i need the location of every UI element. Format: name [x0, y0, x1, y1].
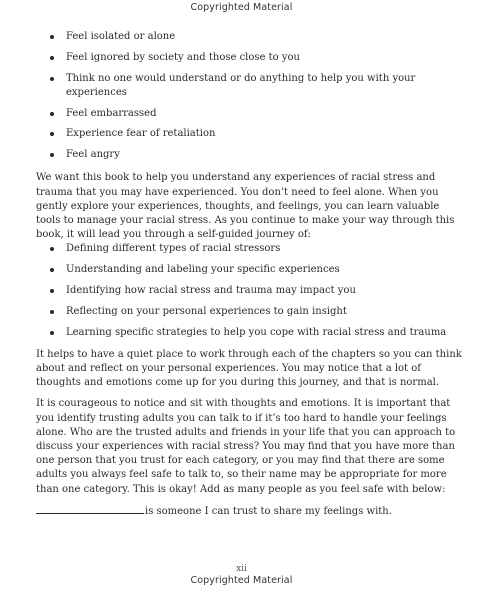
list-item: Understanding and labeling your specific experiences — [36, 263, 464, 277]
list-item: Reflecting on your personal experiences to gain insight — [36, 305, 464, 319]
list-item: Feel angry — [36, 148, 464, 162]
list-item: Feel ignored by society and those close to you — [36, 51, 464, 65]
blank-answer-line[interactable] — [36, 513, 144, 514]
journey-list — [36, 242, 464, 339]
copyright-footer: Copyrighted Material — [190, 575, 293, 586]
bullet-icon — [50, 268, 54, 272]
reflection-paragraph: It helps to have a quiet place to work through each of the chapters so you can think about and reflect on your personal experiences. You may notice that a lot of thoughts and emotions come up for you during this journey, and that is normal. — [36, 348, 462, 389]
page-content — [36, 30, 464, 519]
fill-in-text: is someone I can trust to share my feelings with. — [145, 505, 392, 517]
bullet-icon — [50, 77, 54, 81]
bullet-icon — [50, 289, 54, 293]
copyright-header: Copyrighted Material — [190, 2, 293, 13]
fill-in-line — [36, 505, 464, 519]
bullet-icon — [50, 56, 54, 60]
list-item: Feel embarrassed — [36, 107, 464, 121]
bullet-icon — [50, 153, 54, 157]
bullet-icon — [50, 132, 54, 136]
list-item: Identifying how racial stress and trauma may impact you — [36, 284, 464, 298]
list-item: Defining different types of racial stressors — [36, 242, 464, 256]
bullet-icon — [50, 112, 54, 116]
list-item: Experience fear of retaliation — [36, 127, 464, 141]
list-item: Feel isolated or alone — [36, 30, 464, 44]
intro-paragraph: We want this book to help you understand any experiences of racial stress and trauma that you may have experienced. You don’t need to feel alone. When you gently explore your experiences, thoughts, and feelings, you can learn valuable tools to manage your racial stress. As you continue to make your way through this book, it will lead you through a self-guided journey of: — [36, 172, 455, 241]
bullet-icon — [50, 247, 54, 251]
list-item: Learning specific strategies to help you cope with racial stress and trauma — [36, 326, 464, 340]
list-item: Think no one would understand or do anything to help you with your experiences — [36, 72, 464, 100]
page-number: xii — [236, 564, 247, 574]
bullet-icon — [50, 310, 54, 314]
trusted-adults-paragraph: It is courageous to notice and sit with thoughts and emotions. It is important that you identify trusting adults you can talk to if it’s too hard to handle your feelings alone. Who are the trusted adults and friends in your life that you can approach to discuss your experiences with racial stress? You may find that you have more than one person that you trust for each category, or you may find that there are some adults you always feel safe to talk to, so their name may be appropriate for more than one category. This is okay! Add as many people as you feel safe with below: — [36, 398, 456, 495]
feelings-list — [36, 30, 464, 162]
bullet-icon — [50, 331, 54, 335]
bullet-icon — [50, 35, 54, 39]
